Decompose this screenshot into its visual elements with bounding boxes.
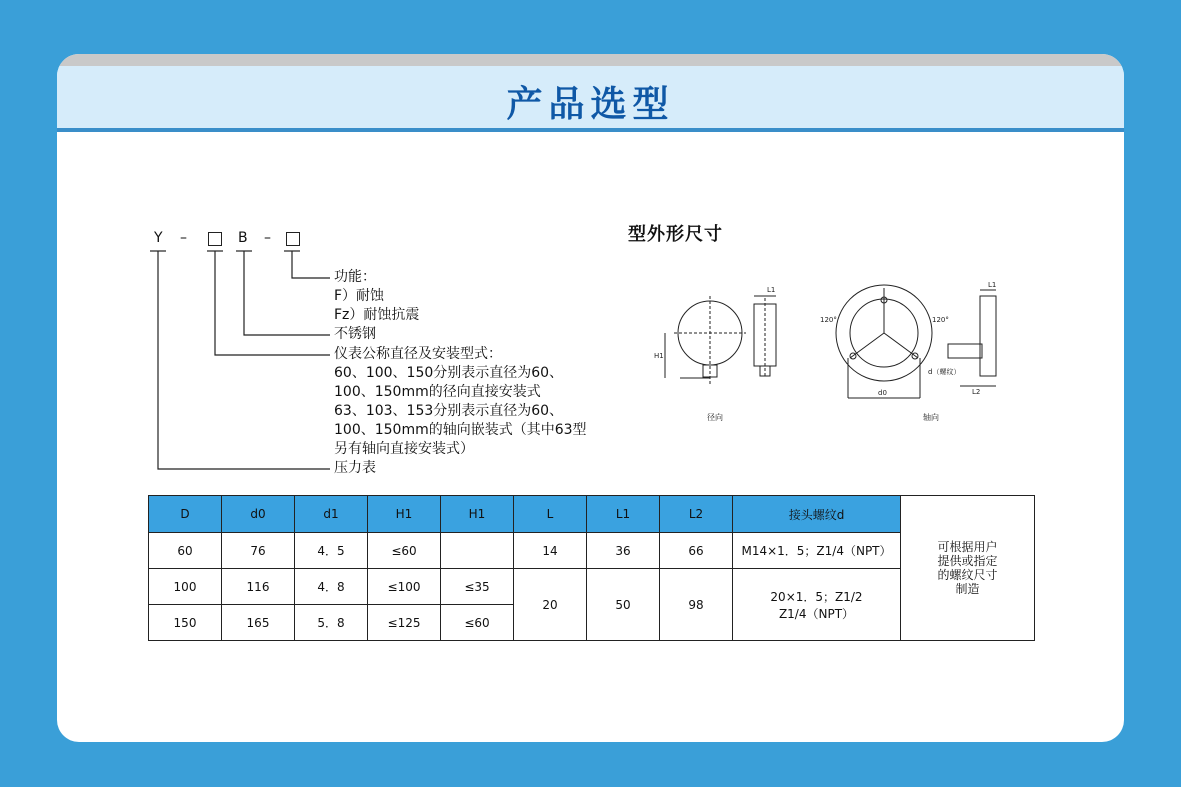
table-cell: 4．8 <box>295 569 368 605</box>
size-line-2: 100、150mm的径向直接安装式 <box>334 384 541 400</box>
table-cell: 4．5 <box>295 533 368 569</box>
header-cell: H1 <box>441 496 514 533</box>
table-cell: 36 <box>587 533 660 569</box>
size-line-5: 另有轴向直接安装式） <box>334 441 474 457</box>
table-cell: 5．8 <box>295 605 368 641</box>
note-cell <box>901 496 1035 641</box>
code-dash-2: – <box>264 230 271 246</box>
table-cell: 60 <box>149 533 222 569</box>
table-cell: 14 <box>514 533 587 569</box>
label-l1-radial: L1 <box>767 286 776 294</box>
radial-caption: 径向 <box>707 413 723 422</box>
axial-gauge-side <box>980 296 996 376</box>
label-d-thread: d（螺纹） <box>928 368 961 376</box>
function-label: 功能： <box>334 269 376 285</box>
thread-line: Z1/4（NPT） <box>778 606 855 621</box>
size-label: 仪表公称直径及安装型式： <box>334 346 502 362</box>
header-cell: H1 <box>368 496 441 533</box>
pressure-gauge-label: 压力表 <box>334 460 376 476</box>
page-title: 产品选型 <box>506 84 675 125</box>
header-cell: D <box>149 496 222 533</box>
size-line-4: 100、150mm的轴向嵌装式（其中63型 <box>334 422 587 438</box>
stainless-steel: 不锈钢 <box>334 326 376 342</box>
code-prefix: Y <box>154 230 163 246</box>
table-cell: 165 <box>222 605 295 641</box>
table-cell: 116 <box>222 569 295 605</box>
size-line-1: 60、100、150分别表示直径为60、 <box>334 365 564 381</box>
table-cell-merged: 98 <box>660 569 733 641</box>
header-cell: d0 <box>222 496 295 533</box>
thread-line: 20×1．5；Z1/2 <box>770 589 863 604</box>
table-cell: ≤35 <box>441 569 514 605</box>
table-cell <box>441 533 514 569</box>
function-fz: Fz）耐蚀抗震 <box>334 307 420 323</box>
header-cell: L1 <box>587 496 660 533</box>
table-cell: ≤60 <box>441 605 514 641</box>
function-f: F）耐蚀 <box>334 288 385 304</box>
code-dash-1: – <box>180 230 187 246</box>
label-120-left: 120° <box>820 316 837 324</box>
label-120-right: 120° <box>932 316 949 324</box>
table-cell-merged: 50 <box>587 569 660 641</box>
table-cell: ≤60 <box>368 533 441 569</box>
note-line: 的螺纹尺寸 <box>937 568 998 582</box>
header-cell: d1 <box>295 496 368 533</box>
header-cell: 接头螺纹d <box>733 496 901 533</box>
table-cell: 76 <box>222 533 295 569</box>
table-cell: ≤100 <box>368 569 441 605</box>
spec-table <box>148 495 1035 641</box>
header-cell: L2 <box>660 496 733 533</box>
label-l2: L2 <box>972 388 981 396</box>
dimension-drawing <box>650 278 1040 418</box>
note-line: 提供或指定 <box>937 554 998 568</box>
table-cell: M14×1．5；Z1/4（NPT） <box>733 533 901 569</box>
table-header-row <box>149 496 1035 533</box>
axial-caption: 轴向 <box>923 413 939 422</box>
code-middle: B <box>238 230 248 246</box>
label-d0: d0 <box>878 389 887 397</box>
dimension-title: 型外形尺寸 <box>628 224 723 245</box>
table-cell: 150 <box>149 605 222 641</box>
table-cell-merged: 20 <box>514 569 587 641</box>
note-line: 制造 <box>955 582 980 596</box>
label-h1: H1 <box>654 352 664 360</box>
label-l1-axial: L1 <box>988 281 997 289</box>
table-cell: 66 <box>660 533 733 569</box>
table-cell-merged <box>733 569 901 641</box>
table-cell: ≤125 <box>368 605 441 641</box>
size-line-3: 63、103、153分别表示直径为60、 <box>334 403 564 419</box>
note-line: 可根据用户 <box>937 540 998 554</box>
table-cell: 100 <box>149 569 222 605</box>
header-cell: L <box>514 496 587 533</box>
